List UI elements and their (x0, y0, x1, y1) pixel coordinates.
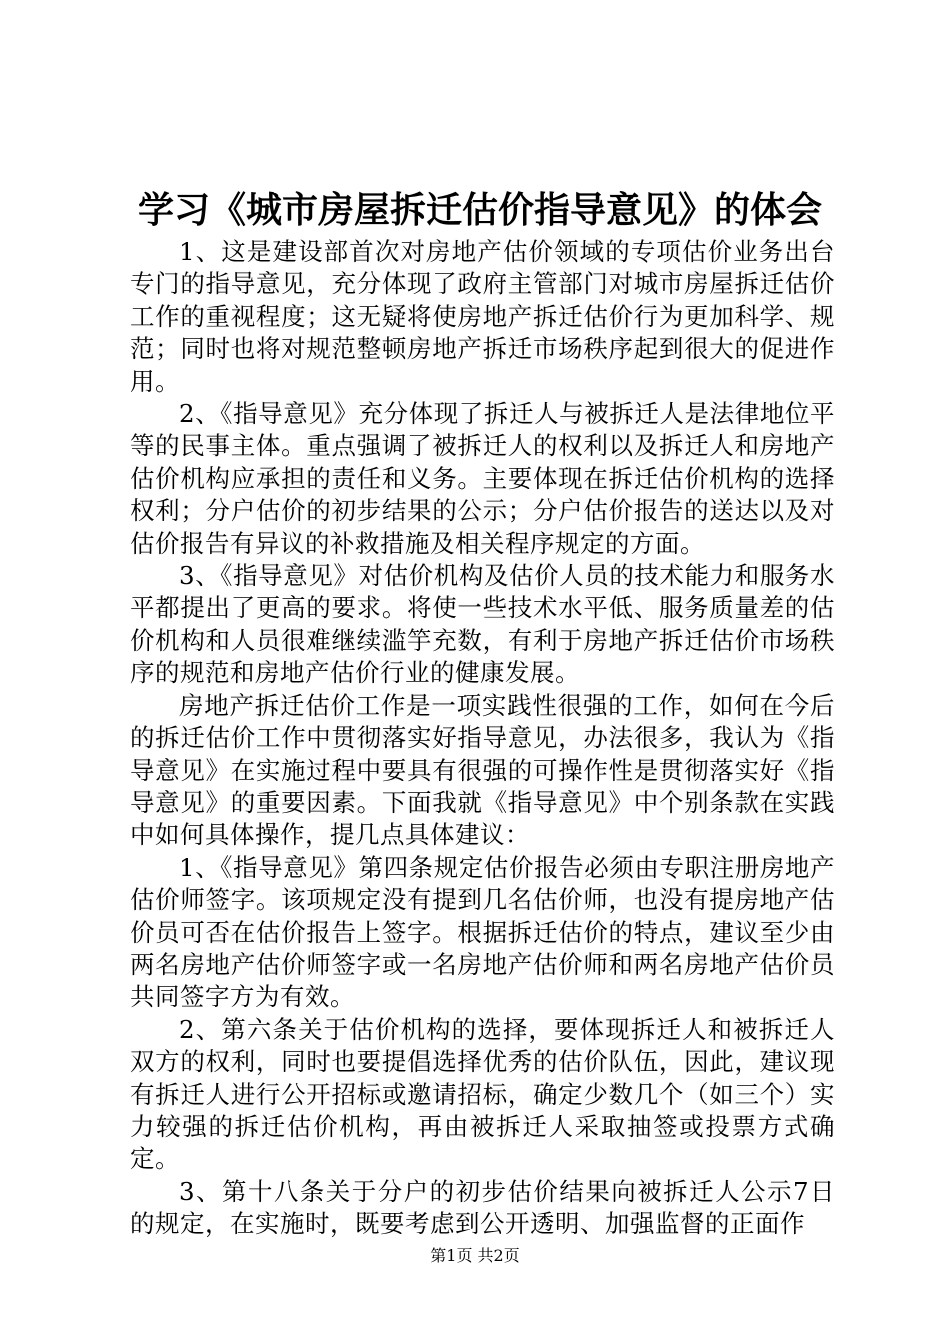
paragraph-4: 房地产拆迁估价工作是一项实践性很强的工作，如何在今后的拆迁估价工作中贯彻落实好指导意见，办法很多，我认为《指导意见》在实施过程中要具有很强的可操作性是贯彻落实好《指导意见》的重要因素。下面我就《指导意见》中个别条款在实践中如何具体操作，提几点具体建议： (130, 690, 835, 850)
document-body (130, 236, 835, 1241)
page-footer (0, 1246, 950, 1266)
paragraph-3: 3、《指导意见》对估价机构及估价人员的技术能力和服务水平都提出了更高的要求。将使一些技术水平低、服务质量差的估价机构和人员很难继续滥竽充数，有利于房地产拆迁估价市场秩序的规范和房地产估价行业的健康发展。 (130, 561, 835, 688)
paragraph-7: 3、第十八条关于分户的初步估价结果向被拆迁人公示7日的规定，在实施时，既要考虑到公开透明、加强监督的正面作 (130, 1176, 835, 1239)
page-number: 第1页 共2页 (430, 1246, 520, 1265)
paragraph-6: 2、第六条关于估价机构的选择，要体现拆迁人和被拆迁人双方的权利，同时也要提倡选择优秀的估价队伍，因此，建议现有拆迁人进行公开招标或邀请招标，确定少数几个（如三个）实力较强的拆迁估价机构，再由被拆迁人采取抽签或投票方式确定。 (130, 1014, 835, 1174)
paragraph-1: 1、这是建设部首次对房地产估价领域的专项估价业务出台专门的指导意见，充分体现了政府主管部门对城市房屋拆迁估价工作的重视程度；这无疑将使房地产拆迁估价行为更加科学、规范；同时也将对规范整顿房地产拆迁市场秩序起到很大的促进作用。 (130, 237, 835, 396)
paragraph-2: 2、《指导意见》充分体现了拆迁人与被拆迁人是法律地位平等的民事主体。重点强调了被拆迁人的权利以及拆迁人和房地产估价机构应承担的责任和义务。主要体现在拆迁估价机构的选择权利；分户估价的初步结果的公示；分户估价报告的送达以及对估价报告有异议的补救措施及相关程序规定的方面。 (130, 399, 835, 558)
paragraph-5: 1、《指导意见》第四条规定估价报告必须由专职注册房地产估价师签字。该项规定没有提到几名估价师，也没有提房地产估价员可否在估价报告上签字。根据拆迁估价的特点，建议至少由两名房地产估价师签字或一名房地产估价师和两名房地产估价员共同签字方为有效。 (130, 852, 835, 1012)
document-title: 学习《城市房屋拆迁估价指导意见》的体会 (137, 189, 822, 231)
